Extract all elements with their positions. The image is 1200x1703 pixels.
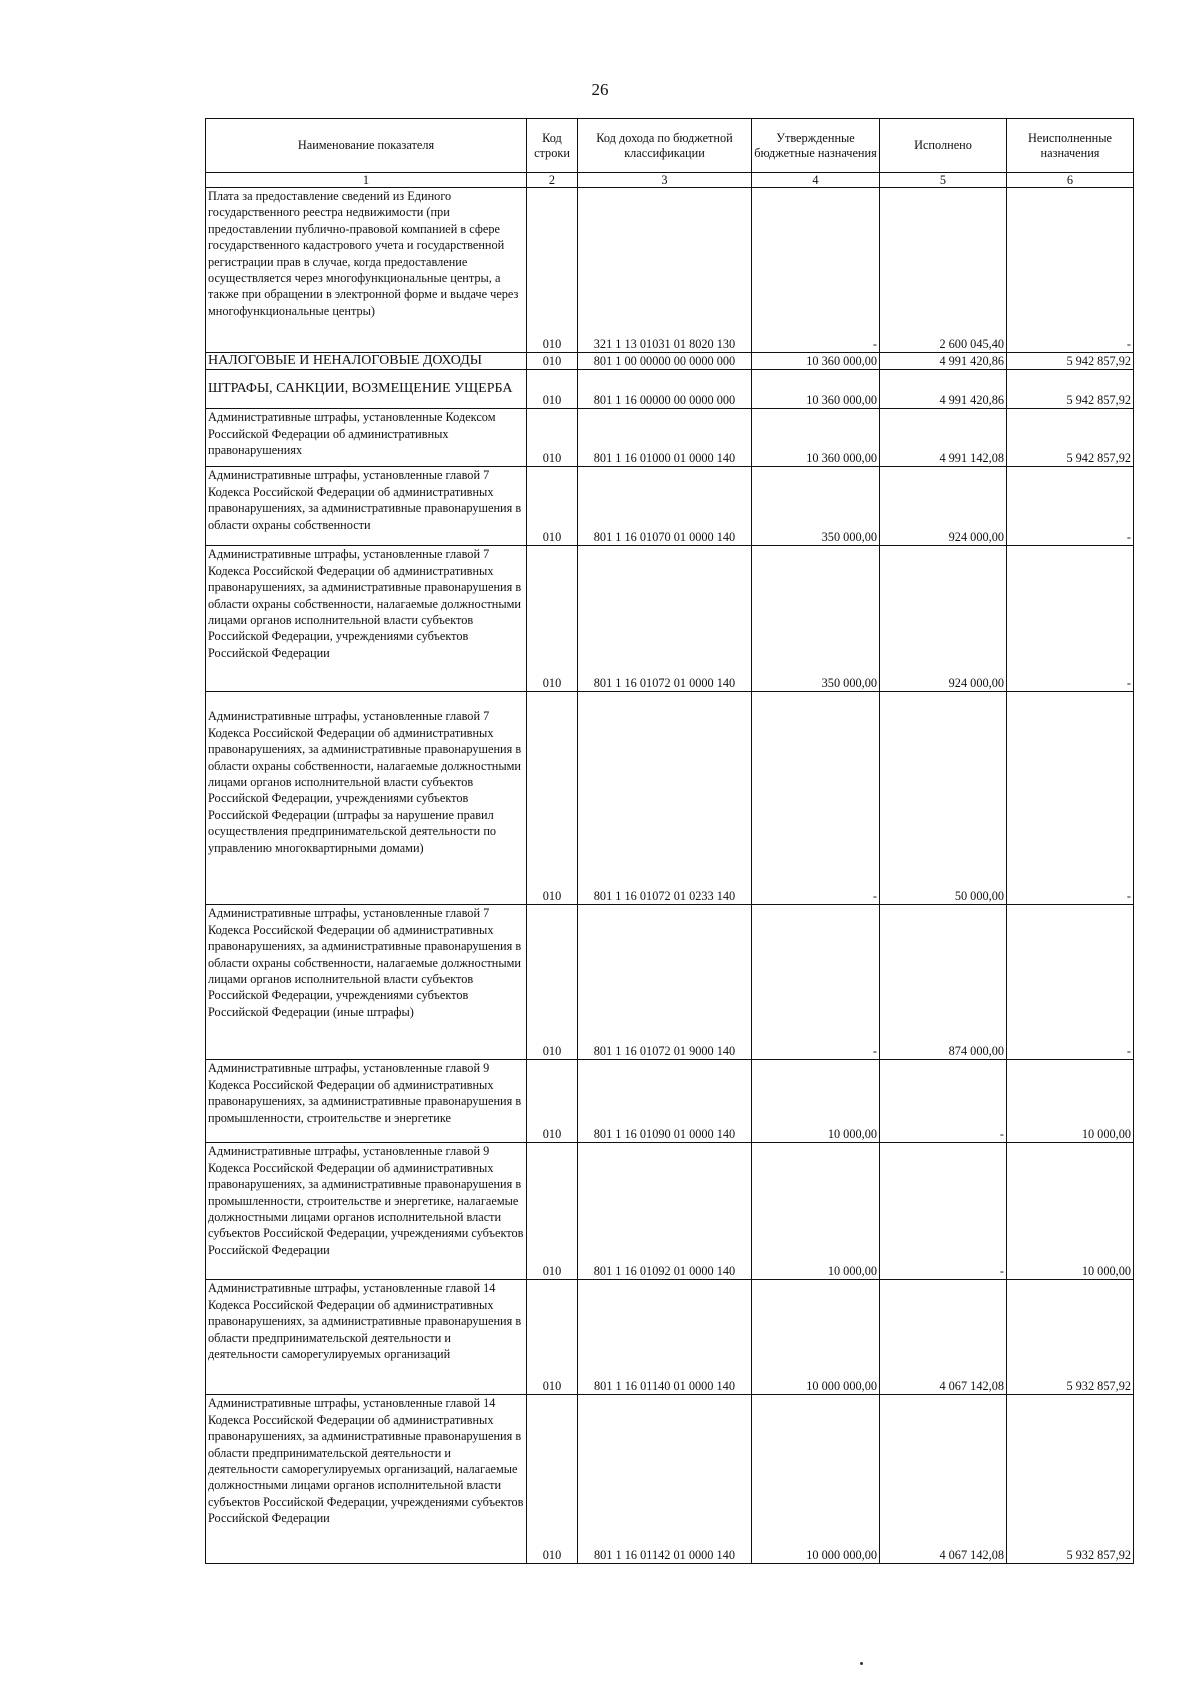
row-code: 010 — [527, 353, 578, 370]
row-unexecuted: - — [1007, 692, 1134, 905]
row-kbk: 801 1 16 01070 01 0000 140 — [578, 467, 752, 546]
row-unexecuted: 5 942 857,92 — [1007, 353, 1134, 370]
column-number: 6 — [1007, 173, 1134, 188]
table-row — [206, 1395, 1134, 1564]
row-code: 010 — [527, 188, 578, 353]
row-executed: 50 000,00 — [880, 692, 1007, 905]
row-code: 010 — [527, 1143, 578, 1280]
row-name: Административные штрафы, установленные главой 7 Кодекса Российской Федерации об административных правонарушениях, за административные правонарушения в области охраны собственности, налагаемые должностными лицами органов исполнительной власти субъектов Российской Федерации, учреждениями субъектов Российской Федерации — [206, 546, 527, 692]
row-approved: - — [752, 188, 880, 353]
row-code: 010 — [527, 692, 578, 905]
table-header-row — [206, 119, 1134, 173]
table-row — [206, 409, 1134, 467]
row-approved: 10 000,00 — [752, 1060, 880, 1143]
scan-dot — [860, 1662, 863, 1665]
row-approved: 350 000,00 — [752, 467, 880, 546]
row-name: Административные штрафы, установленные главой 9 Кодекса Российской Федерации об административных правонарушениях, за административные правонарушения в промышленности, строительстве и энергетике — [206, 1060, 527, 1143]
header-executed: Исполнено — [880, 119, 1007, 173]
row-approved: 10 360 000,00 — [752, 370, 880, 409]
row-kbk: 801 1 16 01072 01 0233 140 — [578, 692, 752, 905]
row-unexecuted: - — [1007, 905, 1134, 1060]
table-row — [206, 188, 1134, 353]
row-executed: 924 000,00 — [880, 546, 1007, 692]
row-kbk: 801 1 16 01142 01 0000 140 — [578, 1395, 752, 1564]
table-row — [206, 1143, 1134, 1280]
header-kbk: Код дохода по бюджетной классификации — [578, 119, 752, 173]
column-number: 4 — [752, 173, 880, 188]
row-unexecuted: 5 932 857,92 — [1007, 1280, 1134, 1395]
row-approved: 350 000,00 — [752, 546, 880, 692]
row-executed: 874 000,00 — [880, 905, 1007, 1060]
row-unexecuted: 10 000,00 — [1007, 1060, 1134, 1143]
row-executed: 4 991 420,86 — [880, 370, 1007, 409]
row-approved: 10 000 000,00 — [752, 1395, 880, 1564]
header-unexecuted: Неисполненные назначения — [1007, 119, 1134, 173]
row-kbk: 801 1 16 01140 01 0000 140 — [578, 1280, 752, 1395]
row-unexecuted: 5 942 857,92 — [1007, 409, 1134, 467]
row-executed: 2 600 045,40 — [880, 188, 1007, 353]
row-executed: 4 991 420,86 — [880, 353, 1007, 370]
row-code: 010 — [527, 1395, 578, 1564]
row-code: 010 — [527, 905, 578, 1060]
row-kbk: 801 1 00 00000 00 0000 000 — [578, 353, 752, 370]
row-name: Административные штрафы, установленные Кодексом Российской Федерации об административных правонарушениях — [206, 409, 527, 467]
row-executed: 924 000,00 — [880, 467, 1007, 546]
row-approved: - — [752, 692, 880, 905]
column-numbers-row — [206, 173, 1134, 188]
row-name: НАЛОГОВЫЕ И НЕНАЛОГОВЫЕ ДОХОДЫ — [206, 353, 527, 370]
budget-report-table — [205, 118, 1134, 1564]
row-code: 010 — [527, 409, 578, 467]
column-number: 2 — [527, 173, 578, 188]
row-name: Административные штрафы, установленные главой 9 Кодекса Российской Федерации об административных правонарушениях, за административные правонарушения в промышленности, строительстве и энергетике, налагаемые должностными лицами органов исполнительной власти субъектов Российской Федерации, учреждениями субъектов Российской Федерации — [206, 1143, 527, 1280]
column-number: 1 — [206, 173, 527, 188]
table-row — [206, 353, 1134, 370]
row-approved: 10 360 000,00 — [752, 353, 880, 370]
row-executed: 4 991 142,08 — [880, 409, 1007, 467]
row-code: 010 — [527, 1280, 578, 1395]
row-approved: - — [752, 905, 880, 1060]
row-kbk: 801 1 16 01072 01 9000 140 — [578, 905, 752, 1060]
row-executed: 4 067 142,08 — [880, 1395, 1007, 1564]
table-row — [206, 370, 1134, 409]
table-row — [206, 1060, 1134, 1143]
row-name: Административные штрафы, установленные главой 7 Кодекса Российской Федерации об административных правонарушениях, за административные правонарушения в области охраны собственности, налагаемые должностными лицами органов исполнительной власти субъектов Российской Федерации, учреждениями субъектов Российской Федерации (штрафы за нарушение правил осуществления предпринимательской деятельности по управлению многоквартирными домами) — [206, 692, 527, 905]
row-unexecuted: 5 942 857,92 — [1007, 370, 1134, 409]
row-unexecuted: - — [1007, 546, 1134, 692]
row-kbk: 801 1 16 01092 01 0000 140 — [578, 1143, 752, 1280]
row-kbk: 801 1 16 01072 01 0000 140 — [578, 546, 752, 692]
header-approved: Утвержденные бюджетные назначения — [752, 119, 880, 173]
table-row — [206, 905, 1134, 1060]
row-kbk: 801 1 16 01000 01 0000 140 — [578, 409, 752, 467]
row-code: 010 — [527, 370, 578, 409]
table-row — [206, 546, 1134, 692]
row-executed: - — [880, 1143, 1007, 1280]
row-unexecuted: - — [1007, 188, 1134, 353]
column-number: 3 — [578, 173, 752, 188]
row-unexecuted: - — [1007, 467, 1134, 546]
table-row — [206, 467, 1134, 546]
row-unexecuted: 5 932 857,92 — [1007, 1395, 1134, 1564]
row-unexecuted: 10 000,00 — [1007, 1143, 1134, 1280]
row-approved: 10 000,00 — [752, 1143, 880, 1280]
row-code: 010 — [527, 467, 578, 546]
row-name: Административные штрафы, установленные главой 7 Кодекса Российской Федерации об административных правонарушениях, за административные правонарушения в области охраны собственности, налагаемые должностными лицами органов исполнительной власти субъектов Российской Федерации, учреждениями субъектов Российской Федерации (иные штрафы) — [206, 905, 527, 1060]
row-kbk: 801 1 16 00000 00 0000 000 — [578, 370, 752, 409]
row-name: Административные штрафы, установленные главой 14 Кодекса Российской Федерации об административных правонарушениях, за административные правонарушения в области предпринимательской деятельности и деятельности саморегулируемых организаций, налагаемые должностными лицами органов исполнительной власти субъектов Российской Федерации, учреждениями субъектов Российской Федерации — [206, 1395, 527, 1564]
row-code: 010 — [527, 1060, 578, 1143]
header-code: Код строки — [527, 119, 578, 173]
header-name: Наименование показателя — [206, 119, 527, 173]
table-row — [206, 1280, 1134, 1395]
row-executed: - — [880, 1060, 1007, 1143]
row-code: 010 — [527, 546, 578, 692]
page-number: 26 — [591, 80, 609, 99]
column-number: 5 — [880, 173, 1007, 188]
row-name: Административные штрафы, установленные главой 7 Кодекса Российской Федерации об административных правонарушениях, за административные правонарушения в области охраны собственности — [206, 467, 527, 546]
row-executed: 4 067 142,08 — [880, 1280, 1007, 1395]
row-approved: 10 360 000,00 — [752, 409, 880, 467]
table-row — [206, 692, 1134, 905]
row-kbk: 801 1 16 01090 01 0000 140 — [578, 1060, 752, 1143]
row-name: Административные штрафы, установленные главой 14 Кодекса Российской Федерации об административных правонарушениях, за административные правонарушения в области предпринимательской деятельности и деятельности саморегулируемых организаций — [206, 1280, 527, 1395]
row-approved: 10 000 000,00 — [752, 1280, 880, 1395]
row-name: ШТРАФЫ, САНКЦИИ, ВОЗМЕЩЕНИЕ УЩЕРБА — [206, 370, 527, 409]
row-kbk: 321 1 13 01031 01 8020 130 — [578, 188, 752, 353]
row-name: Плата за предоставление сведений из Единого государственного реестра недвижимости (при предоставлении публично-правовой компанией в сфере государственного кадастрового учета и государственной регистрации прав в случае, когда предоставление осуществляется через многофункциональные центры, а также при обращении в электронной форме и выдаче через многофункциональные центры) — [206, 188, 527, 353]
